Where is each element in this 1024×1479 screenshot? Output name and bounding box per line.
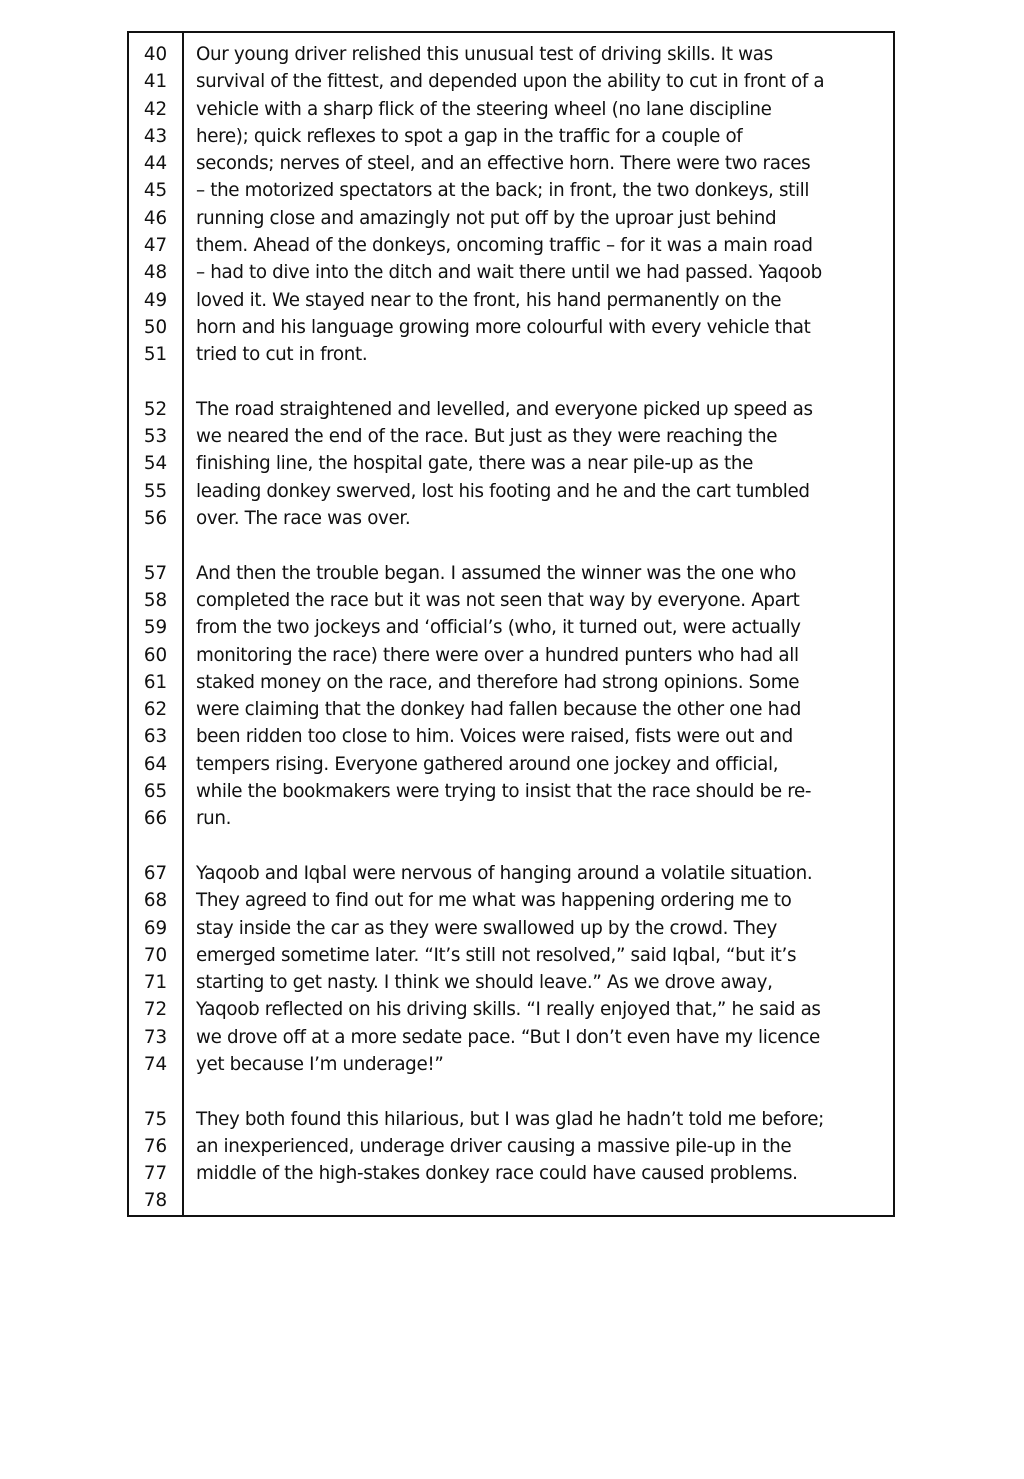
- line-number: 41: [143, 71, 168, 93]
- text-line: seconds; nerves of steel, and an effective horn. There were two races: [196, 153, 811, 175]
- line-number: 64: [143, 753, 168, 775]
- text-line: [196, 1187, 885, 1214]
- line-number: 57: [143, 562, 168, 584]
- line-number: 46: [143, 207, 168, 229]
- text-line: Our young driver relished this unusual test of driving skills. It was: [196, 44, 773, 65]
- paragraph-gap: [196, 833, 885, 860]
- line-number: 42: [143, 98, 168, 120]
- text-line: were claiming that the donkey had fallen because the other one had: [196, 699, 801, 721]
- line-number: 72: [143, 999, 168, 1021]
- line-number: 74: [143, 1053, 168, 1075]
- line-number: 47: [143, 235, 168, 257]
- text-line: The road straightened and levelled, and everyone picked up speed as: [196, 398, 813, 420]
- line-number: 48: [143, 262, 168, 284]
- text-line: leading donkey swerved, lost his footing and he and the cart tumbled: [196, 480, 810, 502]
- line-number: 73: [143, 1026, 168, 1048]
- text-line: Yaqoob reflected on his driving skills. “I really enjoyed that,” he said as: [196, 999, 821, 1021]
- text-line: while the bookmakers were trying to insist that the race should be re-: [196, 781, 812, 803]
- line-number: 62: [143, 699, 168, 721]
- line-number: 58: [143, 589, 168, 611]
- text-line: finishing line, the hospital gate, there was a near pile-up as the: [196, 453, 753, 475]
- text-line: monitoring the race) there were over a hundred punters who had all: [196, 644, 799, 666]
- text-line: emerged sometime later. “It’s still not resolved,” said Iqbal, “but it’s: [196, 944, 797, 966]
- text-line: And then the trouble began. I assumed the winner was the one who: [196, 562, 796, 584]
- text-line: yet because I’m underage!”: [196, 1053, 444, 1075]
- text-line: them. Ahead of the donkeys, oncoming traffic – for it was a main road: [196, 235, 813, 257]
- text-line: we neared the end of the race. But just as they were reaching the: [196, 426, 778, 448]
- line-number-column: [129, 33, 184, 1215]
- text-line: tempers rising. Everyone gathered around one jockey and official,: [196, 753, 779, 775]
- paragraph-gap: [129, 369, 182, 396]
- paragraph-gap: [196, 369, 885, 396]
- line-number: 55: [143, 480, 168, 502]
- line-number: 76: [143, 1135, 168, 1157]
- line-number: 67: [143, 862, 168, 884]
- paragraph-gap: [196, 1078, 885, 1105]
- line-number: 70: [143, 944, 168, 966]
- line-number: 51: [143, 344, 168, 366]
- line-number: 71: [143, 972, 168, 994]
- line-number: 66: [143, 808, 168, 830]
- text-line: loved it. We stayed near to the front, his hand permanently on the: [196, 289, 782, 311]
- line-number: 60: [143, 644, 168, 666]
- paragraph-gap: [129, 833, 182, 860]
- line-number: 40: [143, 44, 168, 65]
- text-line: middle of the high-stakes donkey race could have caused problems.: [196, 1163, 798, 1185]
- text-line: tried to cut in front.: [196, 344, 368, 366]
- text-line: here); quick reflexes to spot a gap in the traffic for a couple of: [196, 125, 743, 147]
- line-number: 69: [143, 917, 168, 939]
- line-number: 61: [143, 671, 168, 693]
- text-line: – the motorized spectators at the back; in front, the two donkeys, still: [196, 180, 810, 202]
- line-number: 68: [143, 890, 168, 912]
- text-line: completed the race but it was not seen that way by everyone. Apart: [196, 589, 800, 611]
- line-number: 49: [143, 289, 168, 311]
- text-line: Yaqoob and Iqbal were nervous of hanging around a volatile situation.: [196, 862, 813, 884]
- text-line: run.: [196, 808, 232, 830]
- line-number: 65: [143, 781, 168, 803]
- text-line: we drove off at a more sedate pace. “But I don’t even have my licence: [196, 1026, 820, 1048]
- paragraph-gap: [129, 532, 182, 559]
- text-line: staked money on the race, and therefore had strong opinions. Some: [196, 671, 800, 693]
- text-line: starting to get nasty. I think we should leave.” As we drove away,: [196, 972, 773, 994]
- line-number: 77: [143, 1163, 168, 1185]
- text-line: They both found this hilarious, but I was glad he hadn’t told me before;: [196, 1108, 824, 1130]
- line-number: 56: [143, 508, 168, 530]
- line-number: 63: [143, 726, 168, 748]
- line-number: 43: [143, 125, 168, 147]
- paragraph-gap: [129, 1078, 182, 1105]
- paragraph-gap: [196, 532, 885, 559]
- line-number: 59: [143, 617, 168, 639]
- line-number: 45: [143, 180, 168, 202]
- line-number: 50: [143, 316, 168, 338]
- text-line: vehicle with a sharp flick of the steering wheel (no lane discipline: [196, 98, 772, 120]
- text-line: – had to dive into the ditch and wait there until we had passed. Yaqoob: [196, 262, 822, 284]
- text-line: stay inside the car as they were swallowed up by the crowd. They: [196, 917, 778, 939]
- text-line: an inexperienced, underage driver causing a massive pile-up in the: [196, 1135, 792, 1157]
- text-line: horn and his language growing more colourful with every vehicle that: [196, 316, 811, 338]
- passage-text-column: [184, 33, 893, 1215]
- text-line: from the two jockeys and ‘official’s (who, it turned out, were actually: [196, 617, 801, 639]
- line-number: 44: [143, 153, 168, 175]
- text-line: over. The race was over.: [196, 508, 411, 530]
- text-line: survival of the fittest, and depended upon the ability to cut in front of a: [196, 71, 825, 93]
- line-number: 54: [143, 453, 168, 475]
- text-line: running close and amazingly not put off by the uproar just behind: [196, 207, 777, 229]
- line-number: 78: [143, 1190, 168, 1212]
- numbered-text-table: [127, 31, 895, 1217]
- line-number: 52: [143, 398, 168, 420]
- text-line: They agreed to find out for me what was happening ordering me to: [196, 890, 792, 912]
- line-number: 75: [143, 1108, 168, 1130]
- line-number: 53: [143, 426, 168, 448]
- text-line: been ridden too close to him. Voices were raised, fists were out and: [196, 726, 793, 748]
